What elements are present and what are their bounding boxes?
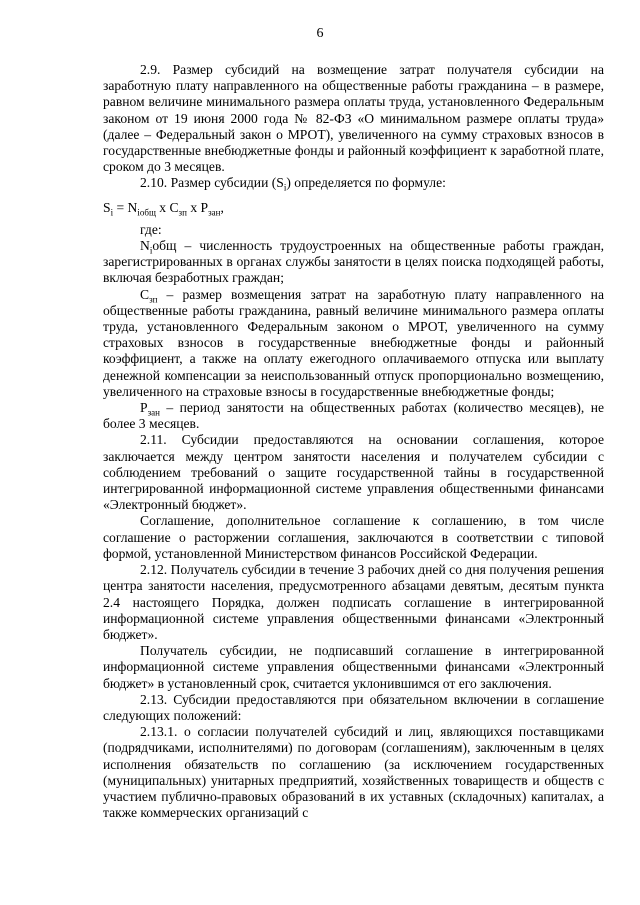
paragraph-2-9: 2.9. Размер субсидий на возмещение затрат получателя субсидии на заработную плату направленного на общественные работы гражданина – в размере, равном величине минимального размера оплаты труда, установленного Федеральным законом от 19 июня 2000 года № 82-ФЗ «О минимальном размере оплаты труда» (далее – Федеральный закон о МРОТ), увеличенного на сумму страховых взносов в государственные внебюджетные фонды и районный коэффициент к заработной плате, сроком до 3 месяцев. [103, 62, 604, 175]
document-body [103, 62, 604, 821]
paragraph-2-13: 2.13. Субсидии предоставляются при обязательном включении в соглашение следующих положений: [103, 691, 604, 723]
paragraph-2-13-1: 2.13.1. о согласии получателей субсидий и лиц, являющихся поставщиками (подрядчиками, исполнителями) по договорам (соглашениям), заключенным в целях исполнения обязательств по соглашению (за исключением государственных (муниципальных) унитарных предприятий, хозяйственных товариществ и обществ с участием публично-правовых образований в их уставных (складочных) капиталах, а также коммерческих организаций с [103, 724, 604, 821]
where-label: где: [140, 221, 162, 237]
definition-c: $С_{зп}$ – размер возмещения затрат на заработную плату направленного на общественные работы гражданина, равный величине минимального размера оплаты труда, установленного Федеральным законом о МРОТ, увеличенного на сумму страховых взносов в государственные внебюджетные фонды и районный коэффициент, а также на оплату ежегодного оплачиваемого отпуска или выплату денежной компенсации за неиспользованный отпуск пропорционально возмещению, увеличенного на страховые взносы в государственные внебюджетные фонды; [103, 286, 604, 399]
formula: $S_i = N_{iобщ}$ x $C_{зп}$ x $P_{зан}$, [103, 199, 224, 218]
paragraph-agreement: Соглашение, дополнительное соглашение к соглашению, в том числе соглашение о расторжении соглашения, заключаются в соответствии с типовой формой, установленной Министерством финансов Российской Федерации. [103, 513, 604, 561]
paragraph-2-10: 2.10. Размер субсидии $(S_i)$ определяется по формуле: [140, 175, 446, 194]
page-number: 6 [316, 26, 324, 41]
paragraph-not-signed: Получатель субсидии, не подписавший соглашение в интегрированной информационной системе управления общественными финансами «Электронный бюджет» в установленный срок, считается уклонившимся от его заключения. [103, 643, 604, 691]
definition-n: $N_iобщ$ – численность трудоустроенных на общественные работы граждан, зарегистрированных в органах службы занятости в целях поиска подходящей работы, включая безработных граждан; [103, 238, 604, 286]
definition-p: $Р_{зан}$ – период занятости на общественных работах (количество месяцев), не более 3 месяцев. [103, 400, 604, 432]
paragraph-2-11: 2.11. Субсидии предоставляются на основании соглашения, которое заключается между центром занятости населения и получателем субсидии с соблюдением требований о защите государственной тайны в государственной интегрированной информационной системе управления общественными финансами «Электронный бюджет». [103, 432, 604, 513]
paragraph-2-12: 2.12. Получатель субсидии в течение 3 рабочих дней со дня получения решения центра занятости населения, предусмотренного абзацами девятым, десятым пункта 2.4 настоящего Порядка, должен подписать соглашение в интегрированной информационной системе управления общественными финансами «Электронный бюджет». [103, 562, 604, 642]
